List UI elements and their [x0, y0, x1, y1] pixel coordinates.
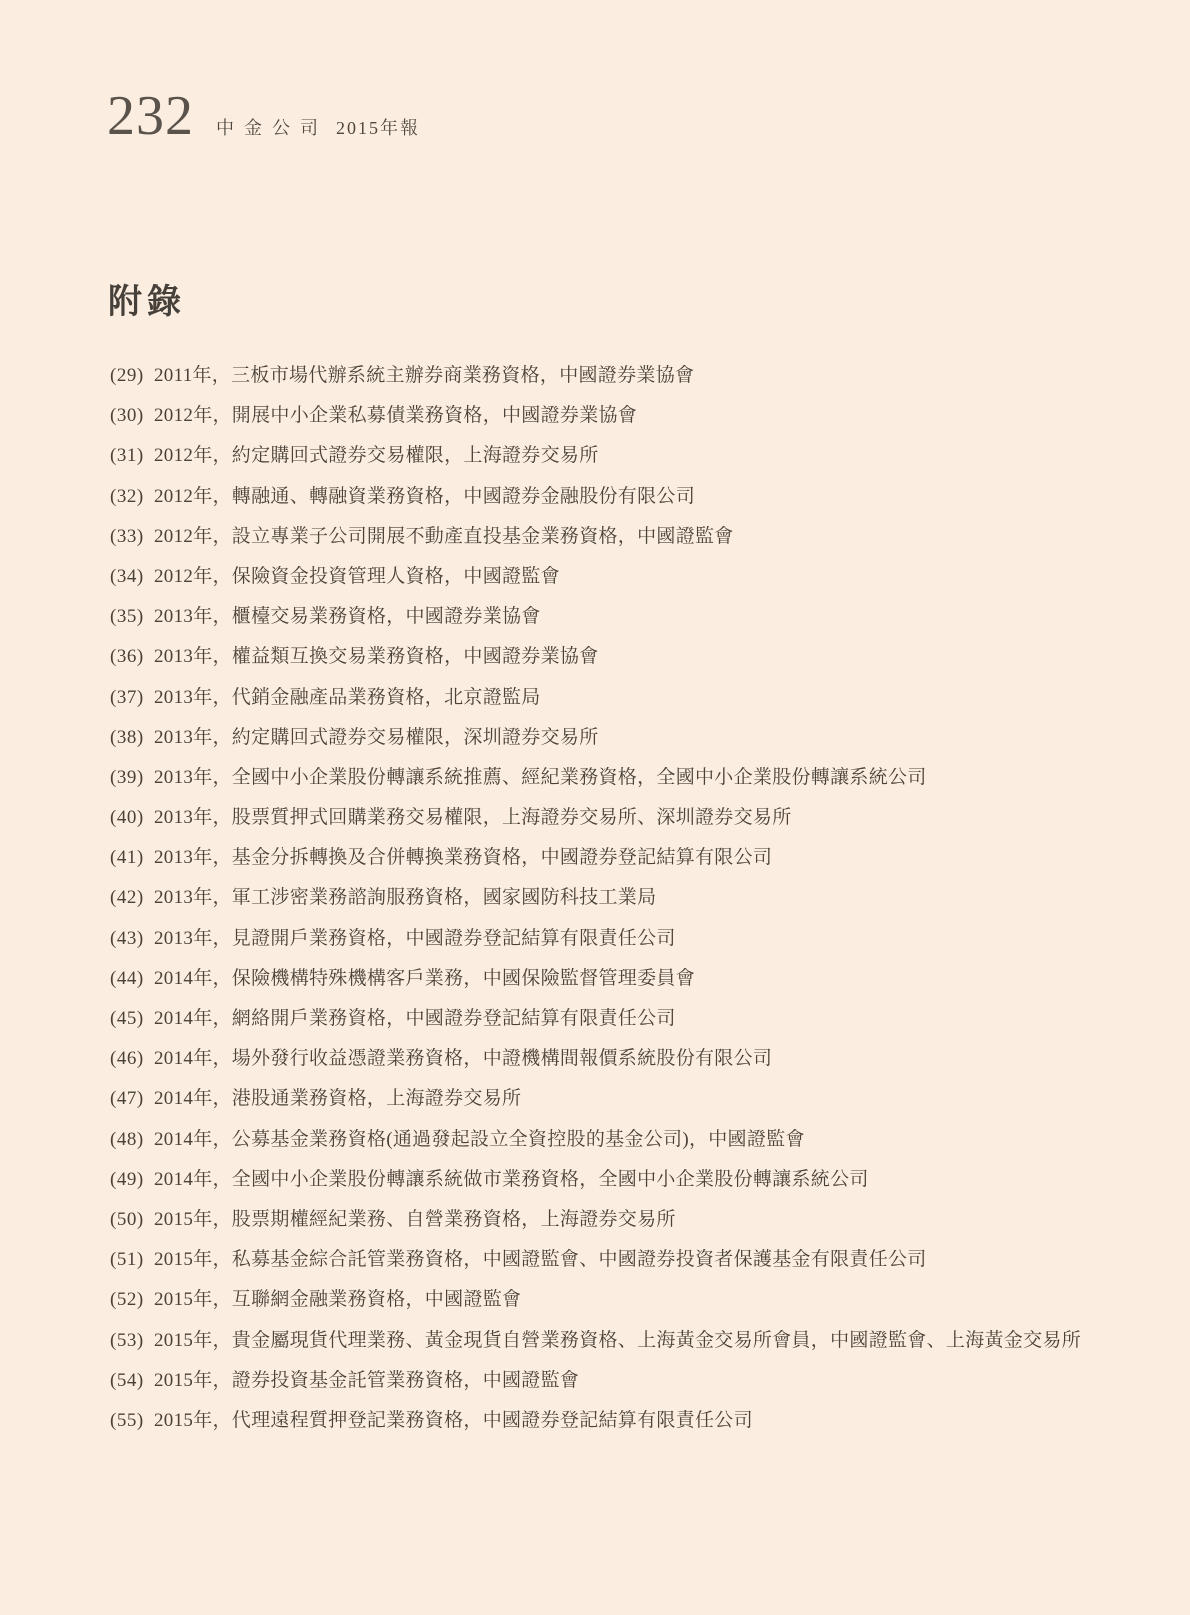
item-text: 2015年，證券投資基金託管業務資格，中國證監會 [154, 1369, 580, 1391]
item-text: 2013年，約定購回式證券交易權限，深圳證券交易所 [154, 726, 599, 748]
list-item [110, 1286, 1145, 1313]
item-text: 2015年，私募基金綜合託管業務資格，中國證監會、中國證券投資者保護基金有限責任公司 [154, 1249, 927, 1271]
item-text: 2013年，軍工涉密業務諮詢服務資格，國家國防科技工業局 [154, 887, 657, 909]
item-text: 2014年，網絡開戶業務資格，中國證券登記結算有限責任公司 [154, 1008, 676, 1029]
item-number: (40) [110, 807, 144, 829]
list-item [110, 965, 1145, 992]
item-text: 2013年，櫃檯交易業務資格，中國證券業協會 [154, 606, 541, 628]
list-item [110, 684, 1145, 711]
list-item [110, 442, 1145, 469]
list-item [110, 724, 1145, 751]
company-name: 中金公司 [216, 118, 328, 138]
list-item [110, 483, 1145, 510]
list-item [110, 643, 1145, 670]
item-number: (50) [110, 1208, 144, 1230]
item-number: (32) [110, 485, 144, 507]
item-text: 2014年，保險機構特殊機構客戶業務，中國保險監督管理委員會 [154, 967, 696, 989]
item-text: 2012年，開展中小企業私募債業務資格，中國證券業協會 [154, 405, 638, 427]
item-text: 2015年，貴金屬現貨代理業務、黃金現貨自營業務資格、上海黃金交易所會員，中國證監會、上海黃金交易所 [154, 1329, 1082, 1351]
item-text: 2014年，公募基金業務資格(通過發起設立全資控股的基金公司)，中國證監會 [154, 1128, 805, 1150]
item-number: (55) [110, 1409, 144, 1431]
list-item [110, 1407, 1145, 1434]
item-number: (36) [110, 646, 144, 668]
list-item [110, 925, 1145, 952]
list-item [110, 1166, 1145, 1193]
item-number: (49) [110, 1168, 144, 1190]
item-text: 2015年，股票期權經紀業務、自營業務資格，上海證券交易所 [154, 1208, 676, 1230]
item-text: 2015年，互聯網金融業務資格，中國證監會 [154, 1289, 522, 1311]
item-number: (33) [110, 525, 144, 547]
item-number: (46) [110, 1048, 144, 1070]
item-text: 2013年，股票質押式回購業務交易權限，上海證券交易所、深圳證券交易所 [154, 807, 792, 829]
item-text: 2012年，保險資金投資管理人資格，中國證監會 [154, 565, 560, 587]
page-header [107, 85, 420, 147]
list-item [110, 523, 1145, 550]
page-number: 232 [107, 85, 194, 147]
item-number: (47) [110, 1088, 144, 1110]
item-number: (48) [110, 1128, 144, 1150]
item-text: 2014年，全國中小企業股份轉讓系統做市業務資格，全國中小企業股份轉讓系統公司 [154, 1168, 869, 1190]
list-item [110, 603, 1145, 630]
list-item [110, 1327, 1145, 1354]
item-number: (45) [110, 1008, 144, 1029]
list-item [110, 884, 1145, 911]
item-text: 2012年，轉融通、轉融資業務資格，中國證券金融股份有限公司 [154, 485, 696, 507]
item-number: (35) [110, 606, 144, 628]
item-text: 2014年，場外發行收益憑證業務資格，中證機構間報價系統股份有限公司 [154, 1048, 773, 1070]
item-text: 2013年，權益類互換交易業務資格，中國證券業協會 [154, 646, 599, 668]
item-text: 2015年，代理遠程質押登記業務資格，中國證券登記結算有限責任公司 [154, 1409, 753, 1431]
list-item [110, 804, 1145, 831]
list-item [110, 1246, 1145, 1273]
item-number: (53) [110, 1329, 144, 1351]
item-number: (34) [110, 565, 144, 587]
list-item [110, 1085, 1145, 1112]
item-text: 2011年，三板市場代辦系統主辦券商業務資格，中國證券業協會 [154, 365, 695, 386]
list-item [110, 1045, 1145, 1072]
item-number: (43) [110, 927, 144, 949]
list-item [110, 1206, 1145, 1233]
item-number: (37) [110, 686, 144, 708]
item-text: 2013年，基金分拆轉換及合併轉換業務資格，中國證券登記結算有限公司 [154, 847, 773, 869]
item-number: (41) [110, 847, 144, 869]
list-item [110, 362, 1145, 389]
item-number: (42) [110, 887, 144, 909]
list-item [110, 1126, 1145, 1153]
item-text: 2012年，約定購回式證券交易權限，上海證券交易所 [154, 445, 599, 467]
item-text: 2013年，見證開戶業務資格，中國證券登記結算有限責任公司 [154, 927, 676, 949]
item-number: (51) [110, 1249, 144, 1271]
item-text: 2013年，代銷金融產品業務資格，北京證監局 [154, 686, 541, 708]
appendix-list [110, 362, 1145, 1447]
section-heading: 附錄 [108, 284, 186, 321]
item-number: (39) [110, 766, 144, 788]
list-item [110, 1005, 1145, 1032]
list-item [110, 402, 1145, 429]
item-number: (30) [110, 405, 144, 427]
item-number: (54) [110, 1369, 144, 1391]
item-text: 2012年，設立專業子公司開展不動產直投基金業務資格，中國證監會 [154, 525, 734, 547]
report-title: 2015年報 [336, 118, 420, 138]
list-item [110, 844, 1145, 871]
list-item [110, 563, 1145, 590]
item-number: (44) [110, 967, 144, 989]
item-number: (38) [110, 726, 144, 748]
list-item [110, 1367, 1145, 1394]
item-number: (29) [110, 365, 144, 386]
item-text: 2014年，港股通業務資格，上海證券交易所 [154, 1088, 522, 1110]
item-text: 2013年，全國中小企業股份轉讓系統推薦、經紀業務資格，全國中小企業股份轉讓系統公司 [154, 766, 927, 788]
item-number: (52) [110, 1289, 144, 1311]
item-number: (31) [110, 445, 144, 467]
list-item [110, 764, 1145, 791]
